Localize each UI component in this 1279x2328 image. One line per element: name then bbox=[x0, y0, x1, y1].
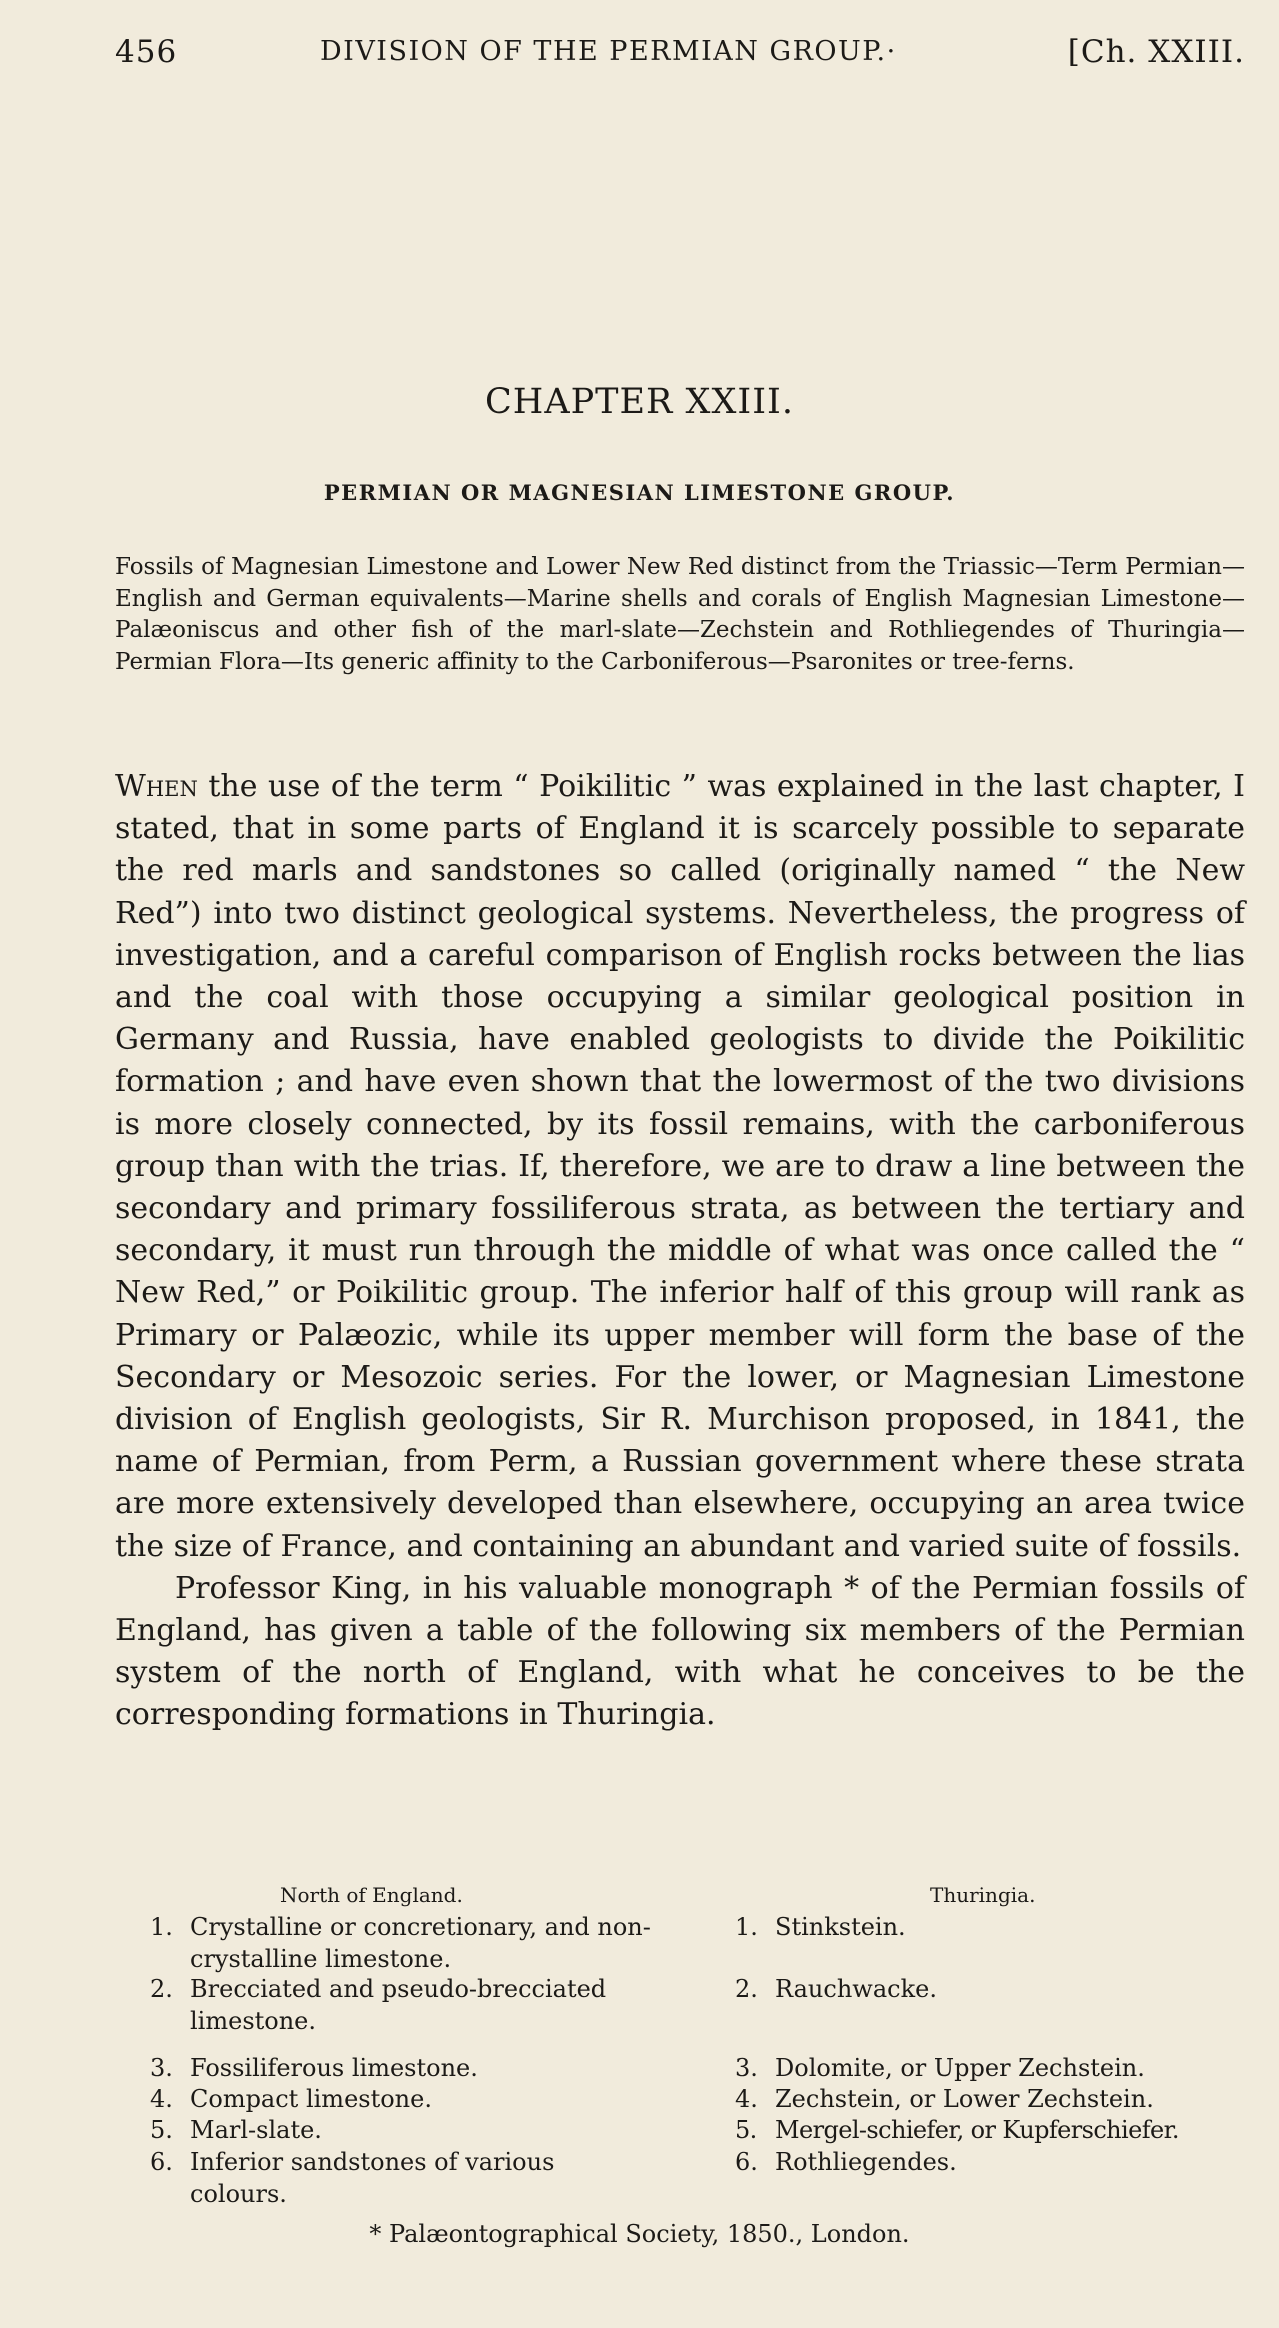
table-row bbox=[735, 1974, 937, 2006]
row-number: 4. bbox=[150, 2085, 173, 2113]
row-number: 3. bbox=[735, 2054, 758, 2082]
table-row bbox=[150, 2053, 478, 2085]
row-text: Rauchwacke. bbox=[775, 1975, 937, 2003]
row-number: 6. bbox=[150, 2148, 173, 2176]
chapter-subtitle: PERMIAN OR MAGNESIAN LIMESTONE GROUP. bbox=[323, 480, 956, 505]
row-text: Fossiliferous limestone. bbox=[190, 2054, 478, 2082]
table-row bbox=[735, 2115, 1179, 2147]
chapter-title: CHAPTER XXIII. bbox=[485, 382, 794, 422]
row-text: Stinkstein. bbox=[775, 1913, 906, 1941]
row-text: Compact limestone. bbox=[190, 2085, 432, 2113]
row-number: 5. bbox=[735, 2116, 757, 2144]
chapter-synopsis: Fossils of Magnesian Limestone and Lower New Red distinct from the Triassic—Term Permian—English and German equivalents—Marine shells and corals of English Magnesian Limestone—Palæoniscus and other fish of the marl-slate—Zechstein and Rothliegendes of Thuringia—Permian Flora—Its generic affinity to the Carboniferous—Psaronites or tree-ferns. bbox=[115, 554, 1245, 675]
row-text: Dolomite, or Upper Zechstein. bbox=[775, 2054, 1145, 2082]
table-row bbox=[150, 1974, 690, 2037]
table-row bbox=[150, 1912, 690, 1975]
row-text: Inferior sandstones of various colours. bbox=[190, 2148, 555, 2208]
row-text: Zechstein, or Lower Zechstein. bbox=[775, 2085, 1154, 2113]
row-number: 1. bbox=[150, 1913, 173, 1941]
footnote: * Palæontographical Society, 1850., London. bbox=[369, 2220, 910, 2248]
table-row bbox=[150, 2147, 620, 2210]
row-text: Rothliegendes. bbox=[775, 2148, 957, 2176]
table-row bbox=[150, 2084, 432, 2116]
chapter-reference: [Ch. XXIII. bbox=[1067, 34, 1245, 70]
table-header-left: North of England. bbox=[280, 1883, 463, 1907]
row-number: 3. bbox=[150, 2054, 173, 2082]
table-row bbox=[735, 2053, 1145, 2085]
row-text: Crystalline or concretionary, and non-crystalline limestone. bbox=[190, 1913, 651, 1973]
paragraph-2: Professor King, in his valuable monograph * of the Permian fossils of England, has given a table of the following six members of the Permian system of the north of England, with what he conceives to be the corresponding formations in Thuringia. bbox=[115, 1570, 1245, 1733]
paragraph-1 bbox=[115, 766, 1245, 1568]
table-row bbox=[735, 2147, 957, 2179]
row-number: 6. bbox=[735, 2148, 758, 2176]
row-number: 2. bbox=[735, 1975, 758, 2003]
row-text: Marl-slate. bbox=[190, 2116, 322, 2144]
running-title: DIVISION OF THE PERMIAN GROUP.· bbox=[320, 36, 897, 67]
running-head bbox=[115, 34, 1245, 84]
table-header-right: Thuringia. bbox=[930, 1883, 1036, 1907]
table-row bbox=[150, 2115, 322, 2147]
page-number: 456 bbox=[115, 34, 178, 70]
row-text: Mergel-schiefer, or Kupferschiefer. bbox=[775, 2116, 1179, 2144]
row-number: 2. bbox=[150, 1975, 173, 2003]
row-number: 4. bbox=[735, 2085, 758, 2113]
row-text: Brecciated and pseudo-brecciated limestone. bbox=[190, 1975, 607, 2035]
paragraph-lead-word: When bbox=[115, 769, 198, 804]
body-text bbox=[115, 766, 1245, 1737]
row-number: 1. bbox=[735, 1913, 758, 1941]
row-number: 5. bbox=[150, 2116, 173, 2144]
paragraph-1-text: the use of the term “ Poikilitic ” was explained in the last chapter, I stated, that in some parts of England it is scarcely possible to separate the red marls and sandstones so called (originally named “ the New Red”) into two distinct geological systems. Nevertheless, the progress of investigation, and a careful comparison of English rocks between the lias and the coal with those occupying a similar geological position in Germany and Russia, have enabled geologists to divide the Poikilitic formation ; and have even shown that the lowermost of the two divisions is more closely connected, by its fossil remains, with the carboniferous group than with the trias. If, therefore, we are to draw a line between the secondary and primary fossiliferous strata, as between the tertiary and secondary, it must run through the middle of what was once called the “ New Red,” or Poikilitic group. The inferior half of this group will rank as Primary or Palæozic, while its upper member will form the base of the Secondary or Mesozoic series. For the lower, or Magnesian Limestone division of English geologists, Sir R. Murchison proposed, in 1841, the name of Permian, from Perm, a Russian government where these strata are more extensively developed than elsewhere, occupying an area twice the size of France, and containing an abundant and varied suite of fossils. bbox=[115, 769, 1245, 1564]
table-row bbox=[735, 2084, 1154, 2116]
table-row bbox=[735, 1912, 906, 1944]
